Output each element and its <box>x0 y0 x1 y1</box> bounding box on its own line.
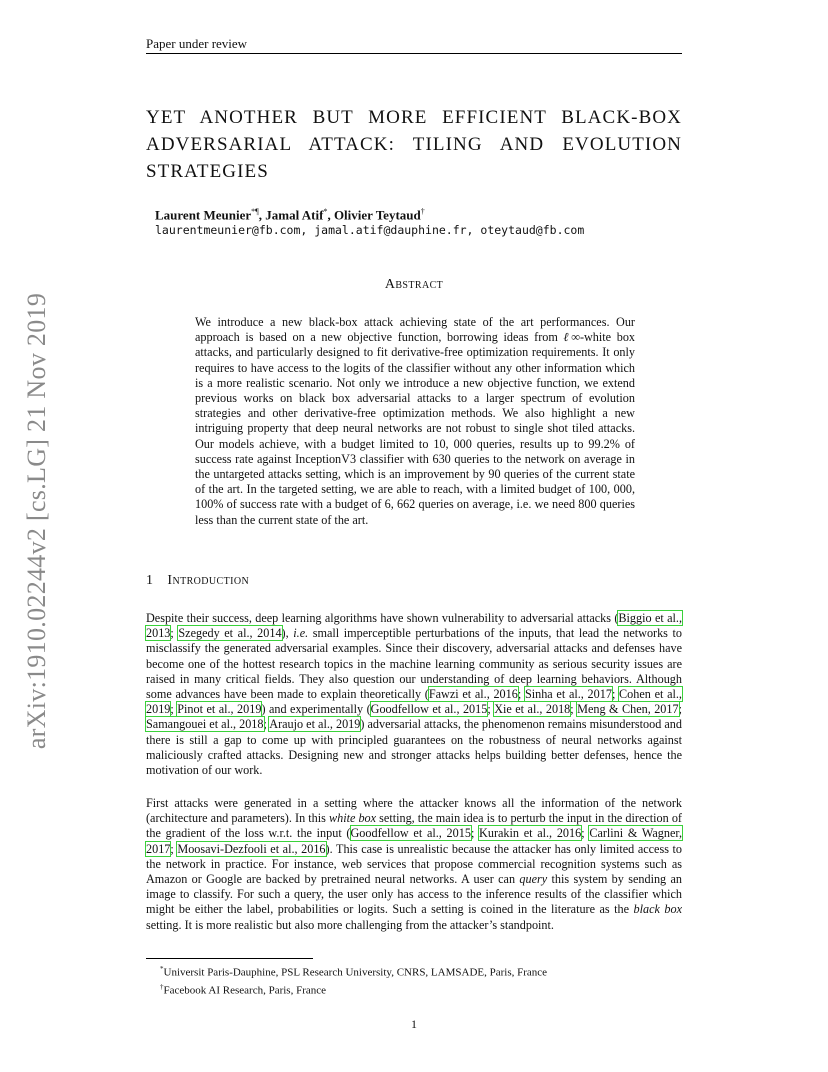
running-head: Paper under review <box>146 36 248 51</box>
citation-link[interactable]: Meng & Chen, 2017 <box>577 702 679 717</box>
citation-link[interactable]: Samangouei et al., 2018 <box>146 717 264 732</box>
text-run: First attacks were generated in a setting where the attacker knows all the information of the network (architecture and parameters). In this <box>146 796 682 826</box>
citation-link[interactable]: Biggio et al., 2013 <box>146 611 682 641</box>
text-run: setting, the main idea is to perturb the input in the direction of the gradient of the loss w.r.t. the input ( <box>146 811 682 841</box>
abstract-heading <box>0 277 828 293</box>
text-run: ; <box>170 626 179 641</box>
author-mark: *¶ <box>251 207 259 216</box>
citation-link[interactable]: Pinot et al., 2019 <box>177 702 262 717</box>
title-line-3: STRATEGIES <box>146 161 269 182</box>
title-line-1: YET ANOTHER BUT MORE EFFICIENT BLACK-BOX <box>146 107 682 128</box>
citation-link[interactable]: Goodfellow et al., 2015 <box>350 826 471 841</box>
intro-paragraph-2: First attacks were generated in a setting where the attacker knows all the information of the network (architecture and parameters). In this white box setting, the main idea is to perturb the input in the direction of the gradient of the loss w.r.t. the input (Goodfellow et al., 2015; Kurakin et al., 2016; Carlini & Wagner, 2017; Moosavi-Dezfooli et al., 2016). This case is unrealistic because the attacker has only limited access to the network in practice. For instance, web services that propose commercial recognition systems such as Amazon or Google are backed by pretrained neural networks. A user can query this system by sending an image to classify. For such a query, the user only has access to the inference results of the classifier which might be either the label, probabilities or logits. Such a setting is coined in the literature as the black box setting. It is more realistic but also more challenging from the attacker’s standpoint. <box>146 796 683 932</box>
section-title: Introduction <box>167 573 250 588</box>
linf-symbol: ℓ∞ <box>563 330 580 345</box>
citation-link[interactable]: Xie et al., 2018 <box>494 702 571 717</box>
author-mark: * <box>323 207 328 216</box>
text-run: Despite their success, deep learning algorithms have shown vulnerability to adversarial attacks ( <box>146 611 619 625</box>
abstract-part-2: -white box attacks, and particularly designed to fit derivative-free optimization requirements. It only requires to have access to the logits of the classifier without any other information which is a more realistic scenario. Not only we introduce a new objective function, we extend previous works on black box adversarial attacks to a larger spectrum of evolution strategies and other derivative-free optimization methods. We also highlight a new intriguing property that deep neural networks are not robust to single shot tiled attacks. Our models achieve, with a budget limited to 10, 000 queries, results up to 99.2% of success rate against InceptionV3 classifier with 630 queries to the network on average in the untargeted attacks setting, which is an improvement by 90 queries of the current state of the art. In the targeted setting, we are able to reach, with a limited budget of 100, 000, 100% of success rate with a budget of 6, 662 queries on average, i.e. we need 800 queries less than the current state of the art. <box>195 330 636 527</box>
text-run: ) adversarial attacks, the phenomenon remains misunderstood and there is still a gap to come up with principled guarantees on the robustness of neural networks against maliciously crafted attacks. Designing new and stronger attacks helps building better defenses, hence the motivation of our work. <box>146 717 682 778</box>
text-run: this system by sending an image to classify. For such a query, the user only has access to the inference results of the classifier which might be either the label, probabilities or logits. Such a setting is coined in the literature as the <box>146 872 682 917</box>
text-run: ), <box>281 626 294 641</box>
citation-link[interactable]: Cohen et al., 2019 <box>146 687 682 717</box>
text-run-italic: i.e. <box>293 626 309 641</box>
citation-link[interactable]: Fawzi et al., 2016 <box>428 687 518 702</box>
page-number: 1 <box>411 1017 417 1031</box>
text-run-italic: white box <box>328 811 377 826</box>
section-number: 1 <box>146 573 154 588</box>
paper-title <box>146 104 682 185</box>
citation-link[interactable]: Szegedy et al., 2014 <box>178 626 282 641</box>
author-name: Laurent Meunier <box>155 207 252 223</box>
author-name: Jamal Atif <box>265 207 324 223</box>
text-run-italic: black box <box>633 902 682 917</box>
text-run: small imperceptible perturbations of the inputs, that lead the networks to misclassify the generated adversarial examples. Since their discovery, adversarial attacks and defenses have become one of the hottest research topics in the machine learning community as serious security issues are raised in many critical fields. They also question our understanding of deep learning behaviors. Although some advances have been made to explain theoretically ( <box>146 626 683 702</box>
abstract-heading-text: Abstract <box>384 277 444 292</box>
footnote-mark: † <box>160 983 164 992</box>
footnote-text: Universit Paris-Dauphine, PSL Research University, CNRS, LAMSADE, Paris, France <box>163 966 548 979</box>
footnotes <box>160 962 547 998</box>
intro-paragraph-1: Despite their success, deep learning algorithms have shown vulnerability to adversarial attacks (Biggio et al., 2013; Szegedy et al., 2014), i.e. small imperceptible perturbations of the inputs, that lead the networks to misclassify the generated adversarial examples. Since their discovery, adversarial attacks and defenses have become one of the hottest research topics in the machine learning community as serious security issues are raised in many critical fields. They also question our understanding of deep learning behaviors. Although some advances have been made to explain theoretically (Fawzi et al., 2016; Sinha et al., 2017; Cohen et al., 2019; Pinot et al., 2019) and experimentally (Goodfellow et al., 2015; Xie et al., 2018; Meng & Chen, 2017; Samangouei et al., 2018; Araujo et al., 2019) adversarial attacks, the phenomenon remains misunderstood and there is still a gap to come up with principled guarantees on the robustness of neural networks against maliciously crafted attacks. Designing new and stronger attacks helps building better defenses, hence the motivation of our work. <box>146 611 683 778</box>
citation-link[interactable]: Araujo et al., 2019 <box>269 717 361 732</box>
author-name: Olivier Teytaud <box>333 207 421 223</box>
abstract-text <box>195 315 635 528</box>
citation-link[interactable]: Goodfellow et al., 2015 <box>370 702 488 717</box>
author-emails: laurentmeunier@fb.com, jamal.atif@dauphine.fr, oteytaud@fb.com <box>155 223 585 237</box>
citation-link[interactable]: Sinha et al., 2017 <box>524 687 612 702</box>
text-run: setting. It is more realistic but also more challenging from the attacker’s standpoint. <box>146 917 554 932</box>
footnote-1 <box>160 962 547 980</box>
footnote-text: Facebook AI Research, Paris, France <box>163 984 327 997</box>
author-mark: † <box>420 207 425 216</box>
citation-link[interactable]: Moosavi-Dezfooli et al., 2016 <box>177 841 326 856</box>
text-run: ). This case is unrealistic because the attacker has only limited access to the network in practice. For instance, web services that propose commercial recognition systems such as Amazon or Google are backed by pretrained neural networks. A user can <box>146 841 683 887</box>
header-rule <box>146 53 682 54</box>
footnote-2 <box>160 980 547 998</box>
author-list: Laurent Meunier*¶, Jamal Atif*, Olivier Teytaud† <box>155 207 425 223</box>
citation-link[interactable]: Kurakin et al., 2016 <box>479 826 582 841</box>
abstract-part-1: We introduce a new black-box attack achieving state of the art performances. Our approach is based on a new objective function, borrowing ideas from <box>195 315 635 345</box>
section-heading <box>146 573 249 589</box>
footnote-mark: * <box>160 965 164 973</box>
title-line-2: ADVERSARIAL ATTACK: TILING AND EVOLUTION <box>146 134 682 155</box>
footnote-rule <box>146 958 313 959</box>
text-run-italic: query <box>519 872 548 887</box>
text-run: ) and experimentally ( <box>261 702 371 717</box>
citation-link[interactable]: Carlini & Wagner, 2017 <box>146 826 683 856</box>
arxiv-sidebar-stamp <box>22 283 52 758</box>
arxiv-id: arXiv:1910.02244v2 [cs.LG] 21 Nov 2019 <box>22 292 51 749</box>
